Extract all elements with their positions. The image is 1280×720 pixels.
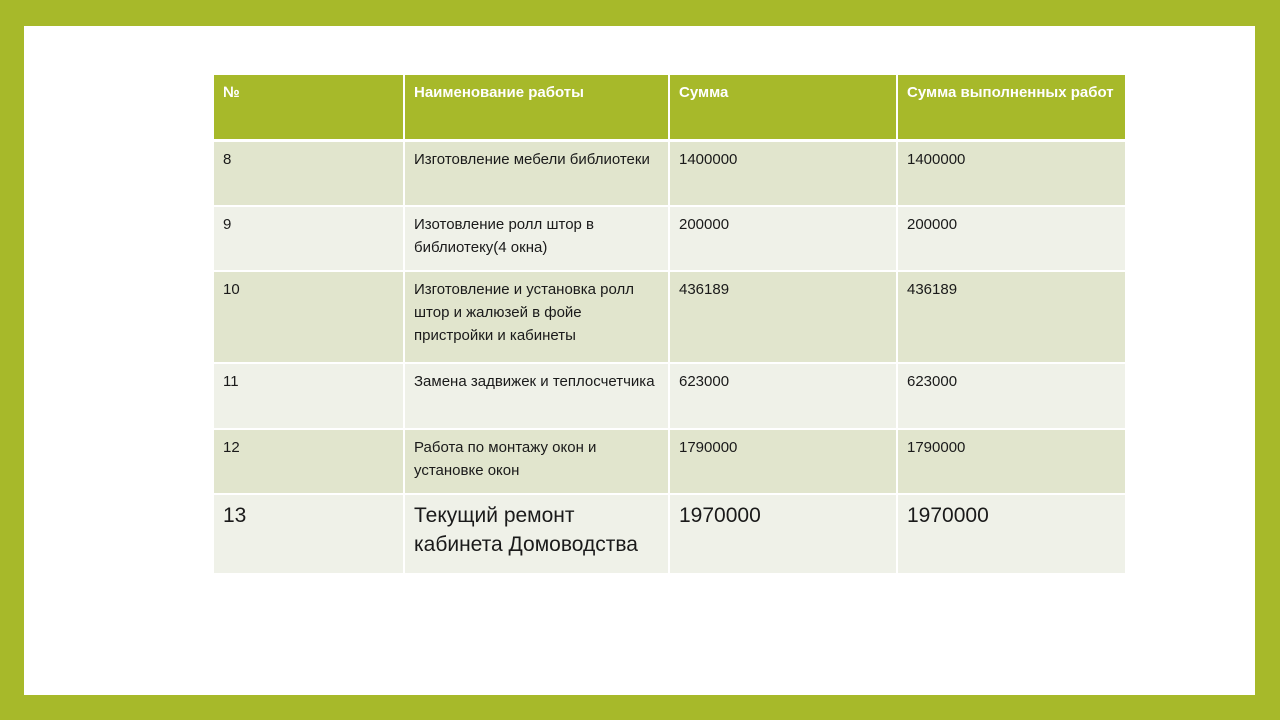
table-row (214, 363, 1125, 429)
cell-completed-sum: 436189 (897, 271, 1125, 363)
header-work-name: Наименование работы (404, 75, 669, 141)
cell-number: 8 (214, 141, 404, 207)
cell-completed-sum: 623000 (897, 363, 1125, 429)
table-row (214, 494, 1125, 574)
cell-sum: 1400000 (669, 141, 897, 207)
header-sum: Сумма (669, 75, 897, 141)
cell-number: 11 (214, 363, 404, 429)
cell-sum: 200000 (669, 206, 897, 271)
cell-number: 10 (214, 271, 404, 363)
cell-number: 13 (214, 494, 404, 574)
cell-work-name: Замена задвижек и теплосчетчика (404, 363, 669, 429)
cell-number: 12 (214, 429, 404, 494)
slide (24, 26, 1255, 695)
cell-sum: 1970000 (669, 494, 897, 574)
header-number: № (214, 75, 404, 141)
table-row (214, 206, 1125, 271)
table-row (214, 271, 1125, 363)
cell-completed-sum: 1790000 (897, 429, 1125, 494)
header-completed-sum: Сумма выполненных работ (897, 75, 1125, 141)
cell-work-name: Изготовление мебели библиотеки (404, 141, 669, 207)
table-row (214, 429, 1125, 494)
cell-completed-sum: 1400000 (897, 141, 1125, 207)
cell-completed-sum: 1970000 (897, 494, 1125, 574)
cell-work-name: Текущий ремонт кабинета Домоводства (404, 494, 669, 574)
works-table (214, 75, 1125, 575)
table-header-row (214, 75, 1125, 141)
table-row (214, 141, 1125, 207)
cell-sum: 1790000 (669, 429, 897, 494)
cell-work-name: Работа по монтажу окон и установке окон (404, 429, 669, 494)
cell-completed-sum: 200000 (897, 206, 1125, 271)
cell-work-name: Изотовление ролл штор в библиотеку(4 окна) (404, 206, 669, 271)
cell-sum: 623000 (669, 363, 897, 429)
cell-number: 9 (214, 206, 404, 271)
cell-work-name: Изготовление и установка ролл штор и жалюзей в фойе пристройки и кабинеты (404, 271, 669, 363)
cell-sum: 436189 (669, 271, 897, 363)
